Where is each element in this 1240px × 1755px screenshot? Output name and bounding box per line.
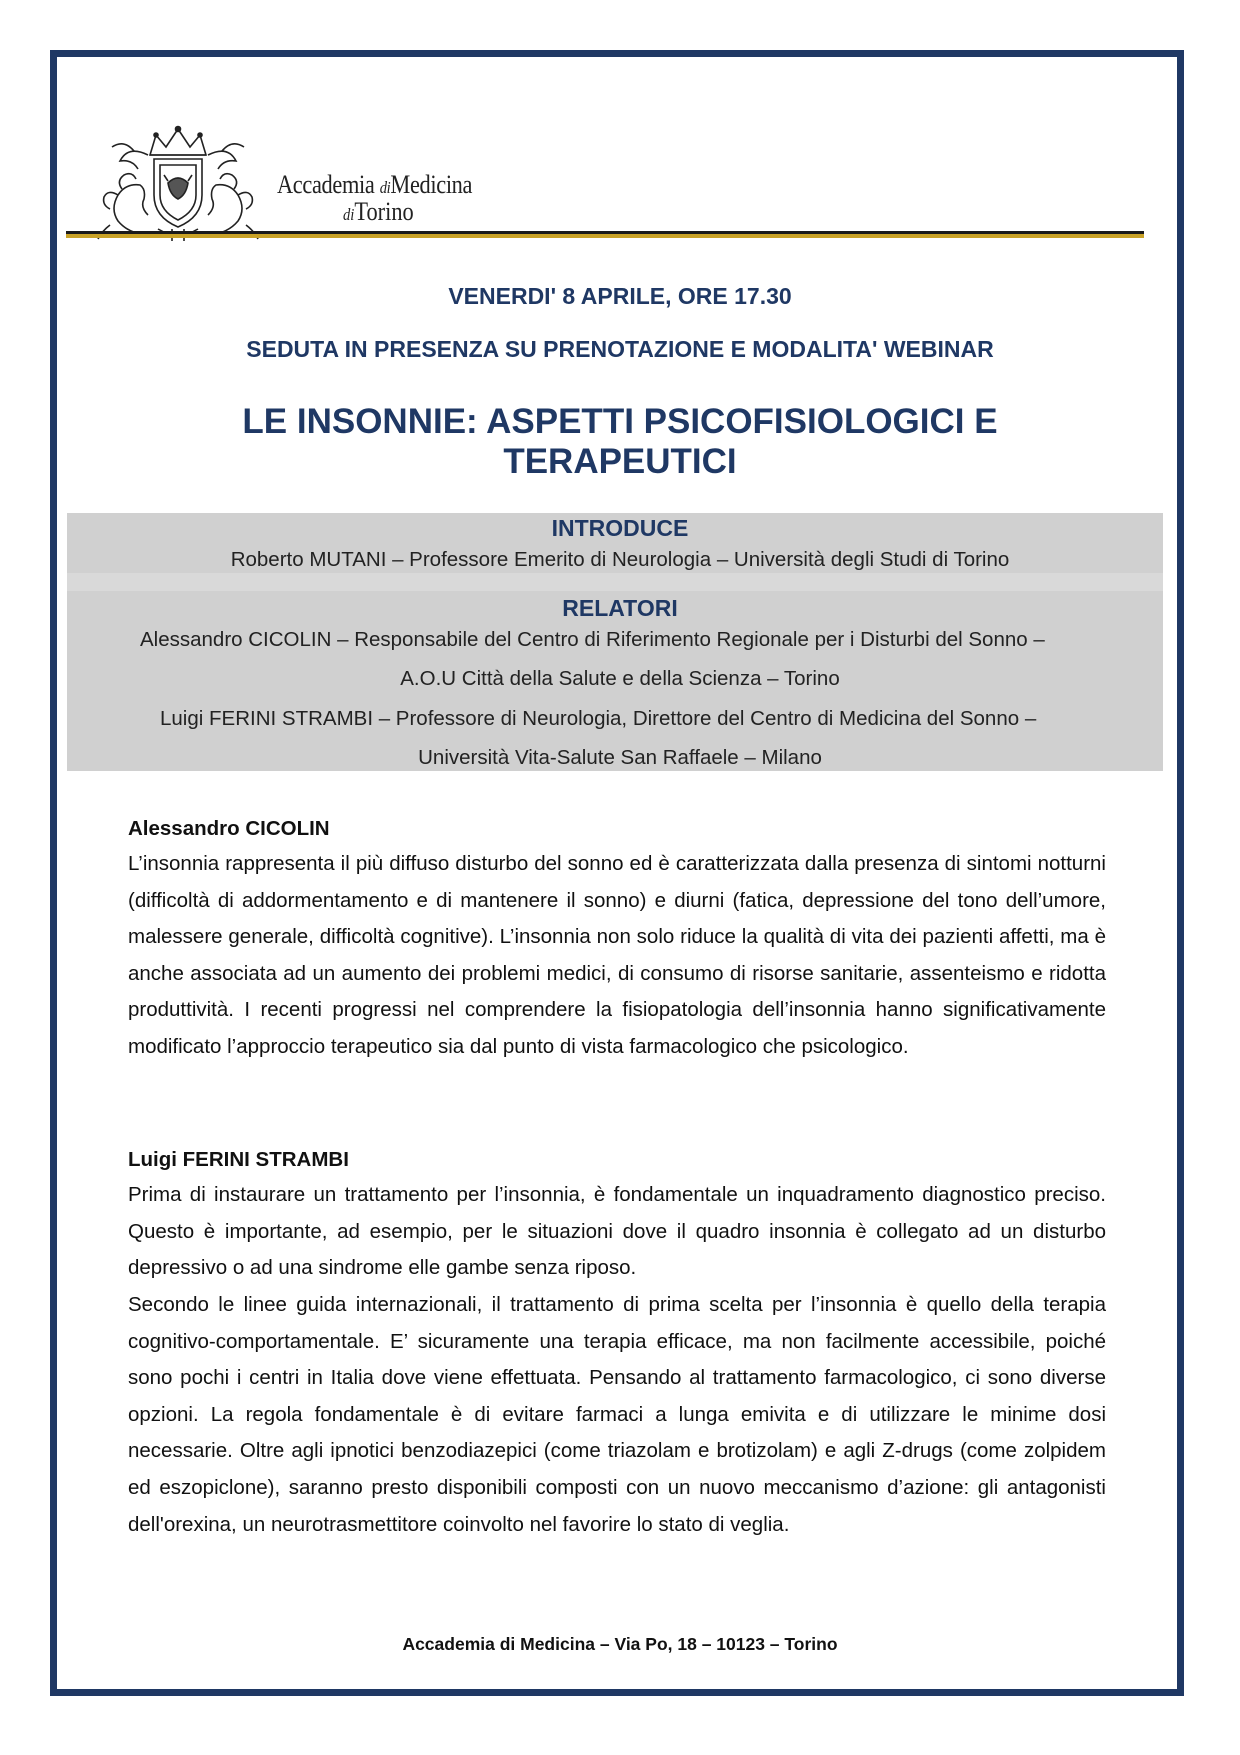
- bio-2-paragraph-2: Secondo le linee guida internazionali, il trattamento di prima scelta per l’insonnia è quello della terapia cognitivo-comportamentale. E’ sicuramente una terapia efficace, ma non facilmente accessibile, poiché sono pochi i centri in Italia dove viene effettuata. Pensando al trattamento farmacologico, ci sono diverse opzioni. La regola fondamentale è di evitare farmaci a lunga emivita e di utilizzare le minime dosi necessarie. Oltre agli ipnotici benzodiazepici (come triazolam e brotizolam) e agli Z-drugs (come zolpidem ed eszopiclone), saranno presto disponibili composti con un nuovo meccanismo d’azione: gli antagonisti dell'orexina, un neurotrasmettitore coinvolto nel favorire lo stato di veglia.: [128, 1293, 1106, 1536]
- relatore-2-line-1: Luigi FERINI STRAMBI – Professore di Neurologia, Direttore del Centro di Medicina del Sonno –: [160, 707, 1037, 730]
- relatori-heading: RELATORI: [562, 595, 678, 621]
- introduce-speaker: Roberto MUTANI – Professore Emerito di Neurologia – Università degli Studi di Torino: [230, 548, 1010, 571]
- bio-2-name: Luigi FERINI STRAMBI: [128, 1148, 349, 1171]
- footer-address: Accademia di Medicina – Via Po, 18 – 10123 – Torino: [402, 1634, 838, 1654]
- bio-1-paragraph: L’insonnia rappresenta il più diffuso disturbo del sonno ed è caratterizzata dalla presenza di sintomi notturni (difficoltà di addormentamento e di mantenere il sonno) e diurni (fatica, depressione del tono dell’umore, malessere generale, difficoltà cognitive). L’insonnia non solo riduce la qualità di vita dei pazienti affetti, ma è anche associata ad un aumento dei problemi medici, di consumo di risorse sanitarie, assenteismo e ridotta produttività. I recenti progressi nel comprendere la fisiopatologia dell’insonnia hanno significativamente modificato l’approccio terapeutico sia dal punto di vista farmacologico che psicologico.: [128, 852, 1106, 1058]
- title-line-1: LE INSONNIE: ASPETTI PSICOFISIOLOGICI E: [242, 402, 998, 441]
- event-date-time: VENERDI' 8 APRILE, ORE 17.30: [448, 283, 792, 309]
- bio-2-paragraph-1: Prima di instaurare un trattamento per l’insonnia, è fondamentale un inquadramento diagnostico preciso. Questo è importante, ad esempio, per le situazioni dove il quadro insonnia è collegato ad un disturbo depressivo o ad una sindrome elle gambe senza riposo.: [128, 1183, 1106, 1280]
- relatore-2-line-2: Università Vita-Salute San Raffaele – Milano: [418, 746, 822, 769]
- title-line-2: TERAPEUTICI: [503, 442, 737, 481]
- page-title: [150, 402, 1090, 482]
- speakers-panel-divider: [67, 573, 1163, 591]
- logo-name-line: Accademia diMedicina: [277, 170, 473, 199]
- event-mode: SEDUTA IN PRESENZA SU PRENOTAZIONE E MODALITA' WEBINAR: [246, 336, 994, 362]
- relatore-1-line-2: A.O.U Città della Salute e della Scienza – Torino: [400, 667, 840, 690]
- relatore-1-line-1: Alessandro CICOLIN – Responsabile del Centro di Riferimento Regionale per i Disturbi del Sonno –: [140, 628, 1045, 651]
- logo-city-line: diTorino: [343, 197, 414, 226]
- introduce-heading: INTRODUCE: [551, 515, 689, 541]
- header-gold-rule: [66, 234, 1144, 238]
- bio-1-name: Alessandro CICOLIN: [128, 817, 330, 840]
- crest-with-lions-icon: [88, 125, 268, 243]
- logo-wordmark: [277, 172, 504, 225]
